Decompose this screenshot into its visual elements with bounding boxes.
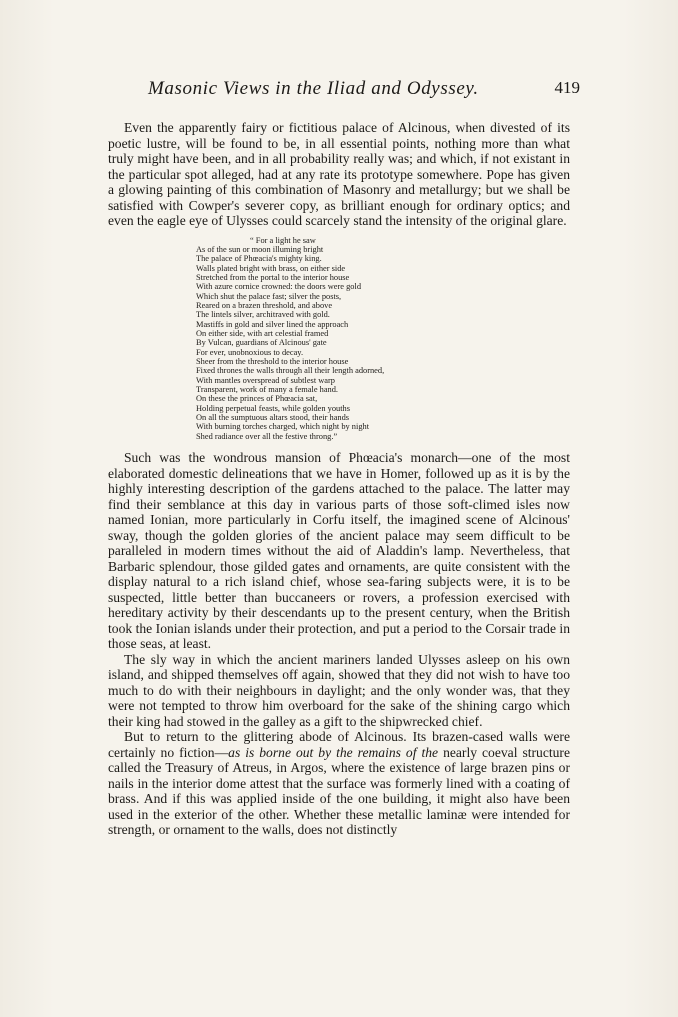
quote-line: As of the sun or moon illuming bright	[196, 244, 324, 254]
quote-line: On all the sumptuous altars stood, their hands	[196, 413, 350, 423]
quote-line: Walls plated bright with brass, on either side	[196, 263, 346, 273]
quote-line: Reared on a brazen threshold, and above	[196, 300, 333, 310]
quote-line: The lintels silver, architraved with gold.	[196, 310, 330, 320]
paragraph-1: Even the apparently fairy or fictitious palace of Alcinous, when divested of its poetic lustre, will be found to be, in all essential points, nothing more than what truly might have been, and in all probability really was; and which, if not existant in the particular spot alleged, had at any rate its prototype somewhere. Pope has given a glowing painting of this combination of Masonry and metallurgy; but we shall be satisfied with Cowper's severer copy, as brilliant enough for ordinary optics; and even the eagle eye of Ulysses could scarcely stand the intensity of the original glare.	[108, 120, 570, 228]
quote-line: With mantles overspread of subtlest warp	[196, 375, 335, 385]
page-header	[100, 78, 580, 106]
paragraph-4-text-start: But to return to the glittering abode of Alcinous. Its brazen-cased walls were certainly no fiction—	[108, 729, 570, 760]
quote-line: The palace of Phœacia's mighty king.	[196, 254, 322, 264]
quote-line: With azure cornice crowned: the doors were gold	[196, 282, 362, 292]
quote-line: “ For a light he saw	[250, 235, 316, 245]
quote-line: Sheer from the threshold to the interior house	[196, 356, 349, 366]
quote-line: On these the princes of Phœacia sat,	[196, 394, 318, 404]
quote-line: Shed radiance over all the festive throng.”	[196, 431, 338, 441]
paragraph-3: The sly way in which the ancient mariners landed Ulysses asleep on his own island, and shipped themselves off again, showed that they did not wish to have too much to do with their neighbours in daylight; and the only wonder was, that they were not tempted to throw him overboard for the sake of the shining cargo which their king had stowed in the galley as a gift to the shipwrecked chief.	[108, 651, 570, 729]
quote-line: Which shut the palace fast; silver the posts,	[196, 291, 342, 301]
quote-line: For ever, unobnoxious to decay.	[196, 347, 304, 357]
quote-line: By Vulcan, guardians of Alcinous' gate	[196, 338, 327, 348]
paragraph-2: Such was the wondrous mansion of Phœacia's monarch—one of the most elaborated domestic delineations that we have in Homer, followed up as it is by the highly interesting description of the gardens attached to the palace. The latter may find their semblance at this day in various parts of those soft-climed isles now named Ionian, more particularly in Corfu itself, the imagined scene of Alcinous' sway, though the golden glories of the ancient palace may seem difficult to be paralleled in modern times without the aid of Aladdin's lamp. Nevertheless, that Barbaric splendour, those gilded gates and ornaments, are quite consistent with the display natural to a rich island chief, whose sea-faring subjects were, it is to be suspected, little better than buccaneers or rovers, a profession exercised with hereditary activity by their descendants up to the present century, when the British took the Ionian islands under their protection, and put a period to the Corsair trade in those seas, at least.	[108, 450, 570, 652]
quote-line: Fixed thrones the walls through all their length adorned,	[196, 366, 385, 376]
body-text	[108, 120, 570, 838]
verse-quotation	[196, 236, 496, 442]
paragraph-4-text-end: nearly coeval structure called the Treasury of Atreus, in Argos, where the existence of large brazen pins or nails in the interior dome attest that the surface was formerly lined with a coating of brass. And if this was applied inside of the one building, it might also have been used in the exterior of the other. Whether these metallic laminæ were intended for strength, or ornament to the walls, does not distinctly	[108, 744, 570, 838]
page-number: 419	[554, 78, 580, 97]
paragraph-4	[108, 729, 570, 838]
paragraph-4-italic-text: as is borne out by the remains of the	[228, 744, 439, 760]
quote-line: On either side, with art celestial framed	[196, 328, 329, 338]
quote-line: Transparent, work of many a female hand.	[196, 385, 339, 394]
quote-line: Stretched from the portal to the interior house	[196, 272, 350, 282]
quote-line: With burning torches charged, which night by night	[196, 422, 370, 432]
quote-line: Holding perpetual feasts, while golden youths	[196, 403, 350, 413]
running-title: Masonic Views in the Iliad and Odyssey.	[148, 78, 479, 99]
quote-line: Mastiffs in gold and silver lined the approach	[196, 319, 349, 329]
